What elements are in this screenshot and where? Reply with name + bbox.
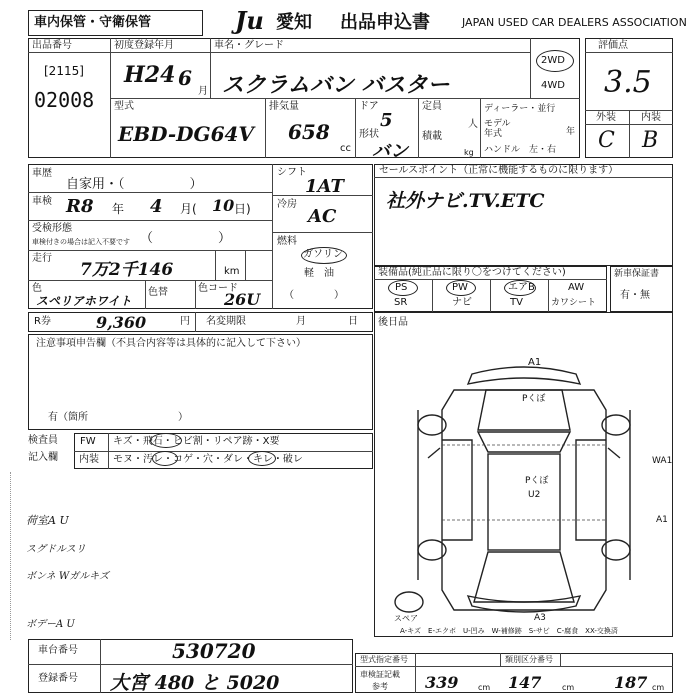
doors-label: ドア bbox=[359, 101, 379, 112]
name-change-label: 名変期限 bbox=[206, 316, 246, 327]
lot-number: 02008 bbox=[34, 88, 95, 112]
first-reg-year: H24 bbox=[124, 62, 176, 88]
mark-roof: Pくぼ bbox=[525, 476, 549, 486]
mark-hood: Pくぼ bbox=[522, 394, 546, 404]
receipt-note: 車検付きの場合は記入不要です bbox=[32, 238, 130, 246]
note-4: ボデーA U bbox=[26, 619, 75, 630]
inspection-month: 4 bbox=[150, 196, 163, 217]
dims-width: 147 bbox=[508, 673, 542, 692]
mileage-label: 走行 bbox=[32, 253, 52, 264]
model-label: モデル bbox=[484, 119, 511, 129]
exterior-grade: C bbox=[598, 128, 615, 153]
dims-label-2: 類別区分番号 bbox=[505, 655, 553, 664]
usage-label: 車歴 bbox=[32, 168, 52, 179]
color-code-value: 26U bbox=[224, 290, 261, 309]
car-name-label: 車名・グレード bbox=[214, 40, 284, 51]
fw-tag: FW bbox=[80, 436, 96, 447]
dealer-label: ディーラー・並行 bbox=[484, 104, 556, 114]
warranty-label: 新車保証書 bbox=[614, 269, 660, 279]
dims-unit-2: cm bbox=[562, 683, 575, 692]
mark-front: A1 bbox=[528, 357, 542, 368]
spare-label: スペア bbox=[394, 614, 418, 623]
interior-grade: B bbox=[642, 128, 659, 153]
chassis-value: 530720 bbox=[172, 639, 256, 663]
doors-value: 5 bbox=[380, 110, 393, 131]
inspection-year-unit: 年 bbox=[112, 202, 125, 216]
inspection-month-unit: 月( bbox=[180, 202, 197, 216]
fuel-other: （ ） bbox=[284, 290, 344, 301]
recycle-unit: 円 bbox=[180, 316, 190, 327]
color-code-label: 色コード bbox=[198, 283, 238, 294]
sales-point-value: 社外ナビ.TV.ETC bbox=[386, 190, 545, 212]
name-change-month-unit: 月 bbox=[296, 316, 306, 327]
form-title: 出品申込書 bbox=[340, 12, 430, 33]
equip-sr: SR bbox=[394, 297, 408, 308]
displacement-label: 排気量 bbox=[269, 101, 299, 112]
recycle-value: 9,360 bbox=[96, 313, 147, 332]
aircon-value: AC bbox=[308, 206, 337, 227]
drive-4wd: 4WD bbox=[541, 80, 565, 91]
note-3: ボンネ Wガルキズ bbox=[26, 571, 109, 582]
capacity-label: 定員 bbox=[422, 101, 442, 112]
color-change-label: 色替 bbox=[148, 287, 168, 298]
mileage-unit: km bbox=[224, 266, 240, 277]
notes-label: 注意事項申告欄（不具合内容等は具体的に記入して下さい） bbox=[36, 338, 306, 349]
lot-label: 出品番号 bbox=[32, 40, 72, 51]
dims-ref: 参考 bbox=[372, 682, 388, 691]
reg-number-label: 登録番号 bbox=[38, 673, 78, 684]
equip-tv: TV bbox=[510, 297, 523, 308]
reg-number-value: 大宮 480 と 5020 bbox=[110, 672, 280, 694]
inspection-year: R8 bbox=[66, 196, 94, 217]
usage-value: 自家用・（ ） bbox=[66, 177, 203, 192]
equip-pw: PW bbox=[452, 282, 468, 293]
capacity-unit: 人 bbox=[468, 119, 478, 130]
equip-ps: PS bbox=[395, 282, 408, 293]
color-label: 色 bbox=[32, 283, 42, 294]
shift-value: 1AT bbox=[305, 176, 344, 197]
ju-logo: Ju bbox=[235, 6, 264, 35]
body-shape-label: 形状 bbox=[359, 129, 379, 140]
dims-height: 187 bbox=[614, 673, 648, 692]
displacement-unit: cc bbox=[340, 143, 351, 154]
mark-right-1: WA1 bbox=[652, 456, 673, 466]
year-label: 年式 bbox=[484, 129, 503, 139]
handle-label: ハンドル 左・右 bbox=[484, 145, 557, 155]
dims-label-1: 型式指定番号 bbox=[360, 655, 408, 664]
grade-label: 評価点 bbox=[598, 40, 628, 51]
first-reg-month-unit: 月 bbox=[198, 86, 208, 97]
exterior-label: 外装 bbox=[596, 112, 616, 123]
recycle-label: R券 bbox=[34, 316, 51, 327]
equipment-label: 装備品(純正品に限り〇をつけてください) bbox=[378, 267, 566, 278]
year-unit: 年 bbox=[566, 127, 576, 137]
inspection-day-unit: 日) bbox=[234, 202, 251, 216]
note-1: 荷室A U bbox=[26, 514, 69, 527]
equip-navi: ナビ bbox=[452, 297, 472, 308]
inspection-day: 10 bbox=[212, 196, 235, 215]
first-reg-label: 初度登録年月 bbox=[114, 40, 174, 51]
equip-aw: AW bbox=[568, 282, 585, 293]
receipt-value: （ ） bbox=[140, 231, 232, 246]
displacement-value: 658 bbox=[288, 120, 330, 144]
fuel-diesel: 軽 油 bbox=[304, 268, 334, 279]
aircon-label: 冷房 bbox=[277, 199, 297, 210]
mark-right-2: A1 bbox=[656, 515, 668, 525]
car-diagram bbox=[374, 340, 673, 640]
body-shape-value: バン bbox=[372, 141, 408, 162]
interior-label: 内装 bbox=[641, 112, 661, 123]
equip-airbag: エアB bbox=[508, 282, 535, 293]
lot-bracket-code: [2115] bbox=[44, 64, 84, 78]
interior-tag: 内装 bbox=[79, 454, 99, 465]
warranty-value: 有・無 bbox=[620, 290, 650, 301]
dims-label-3: 車検証記載 bbox=[360, 670, 400, 679]
dims-unit-1: cm bbox=[478, 683, 491, 692]
shift-label: シフト bbox=[277, 167, 307, 178]
model-type-value: EBD-DG64V bbox=[118, 122, 254, 146]
note-2: スグドルスリ bbox=[26, 544, 86, 555]
brand-name: 愛知 bbox=[276, 12, 312, 33]
fuel-label: 燃料 bbox=[277, 236, 297, 247]
load-label: 積載 bbox=[422, 131, 442, 142]
receipt-label: 受検形態 bbox=[32, 223, 72, 234]
color-value: スペリアホワイト bbox=[36, 294, 132, 308]
repair-history: 有（箇所 ） bbox=[48, 412, 188, 423]
inspection-label: 車検 bbox=[32, 196, 52, 207]
grade-value: 3.5 bbox=[604, 65, 652, 100]
inspector-label-2: 記入欄 bbox=[28, 452, 58, 463]
dims-unit-3: cm bbox=[652, 683, 665, 692]
storage-label: 車内保管・守衛保管 bbox=[34, 15, 152, 30]
car-name-value: スクラムバン バスター bbox=[222, 72, 450, 98]
inspector-label-1: 検査員 bbox=[28, 435, 58, 446]
mark-roof-2: U2 bbox=[528, 490, 541, 500]
dims-length: 339 bbox=[425, 673, 459, 692]
fuel-gasoline: ガソリン bbox=[303, 249, 343, 260]
drive-2wd: 2WD bbox=[541, 55, 565, 66]
fw-items: キズ・飛石・ヒビ割・リペア跡・X要 bbox=[113, 436, 280, 447]
sales-point-label: セールスポイント（正常に機能するものに限ります） bbox=[379, 165, 619, 176]
equip-seat: カワシート bbox=[551, 298, 597, 308]
interior-items: モヌ・汚レ・コゲ・穴・ダレ・キレ・破レ bbox=[113, 454, 303, 465]
load-unit: kg bbox=[464, 148, 474, 157]
model-type-label: 型式 bbox=[114, 101, 134, 112]
association-name: JAPAN USED CAR DEALERS ASSOCIATION bbox=[462, 16, 687, 29]
damage-legend: A-キズ E-エクボ U-凹み W-補修跡 S-サビ C-腐食 XX-交換済 bbox=[400, 627, 618, 635]
mileage-value: 7万2千146 bbox=[80, 260, 174, 280]
chassis-label: 車台番号 bbox=[38, 645, 78, 656]
first-reg-month: 6 bbox=[178, 66, 192, 90]
mark-rear: A3 bbox=[534, 613, 546, 623]
afterline-label: 後日品 bbox=[378, 317, 408, 328]
name-change-day-unit: 日 bbox=[348, 316, 358, 327]
